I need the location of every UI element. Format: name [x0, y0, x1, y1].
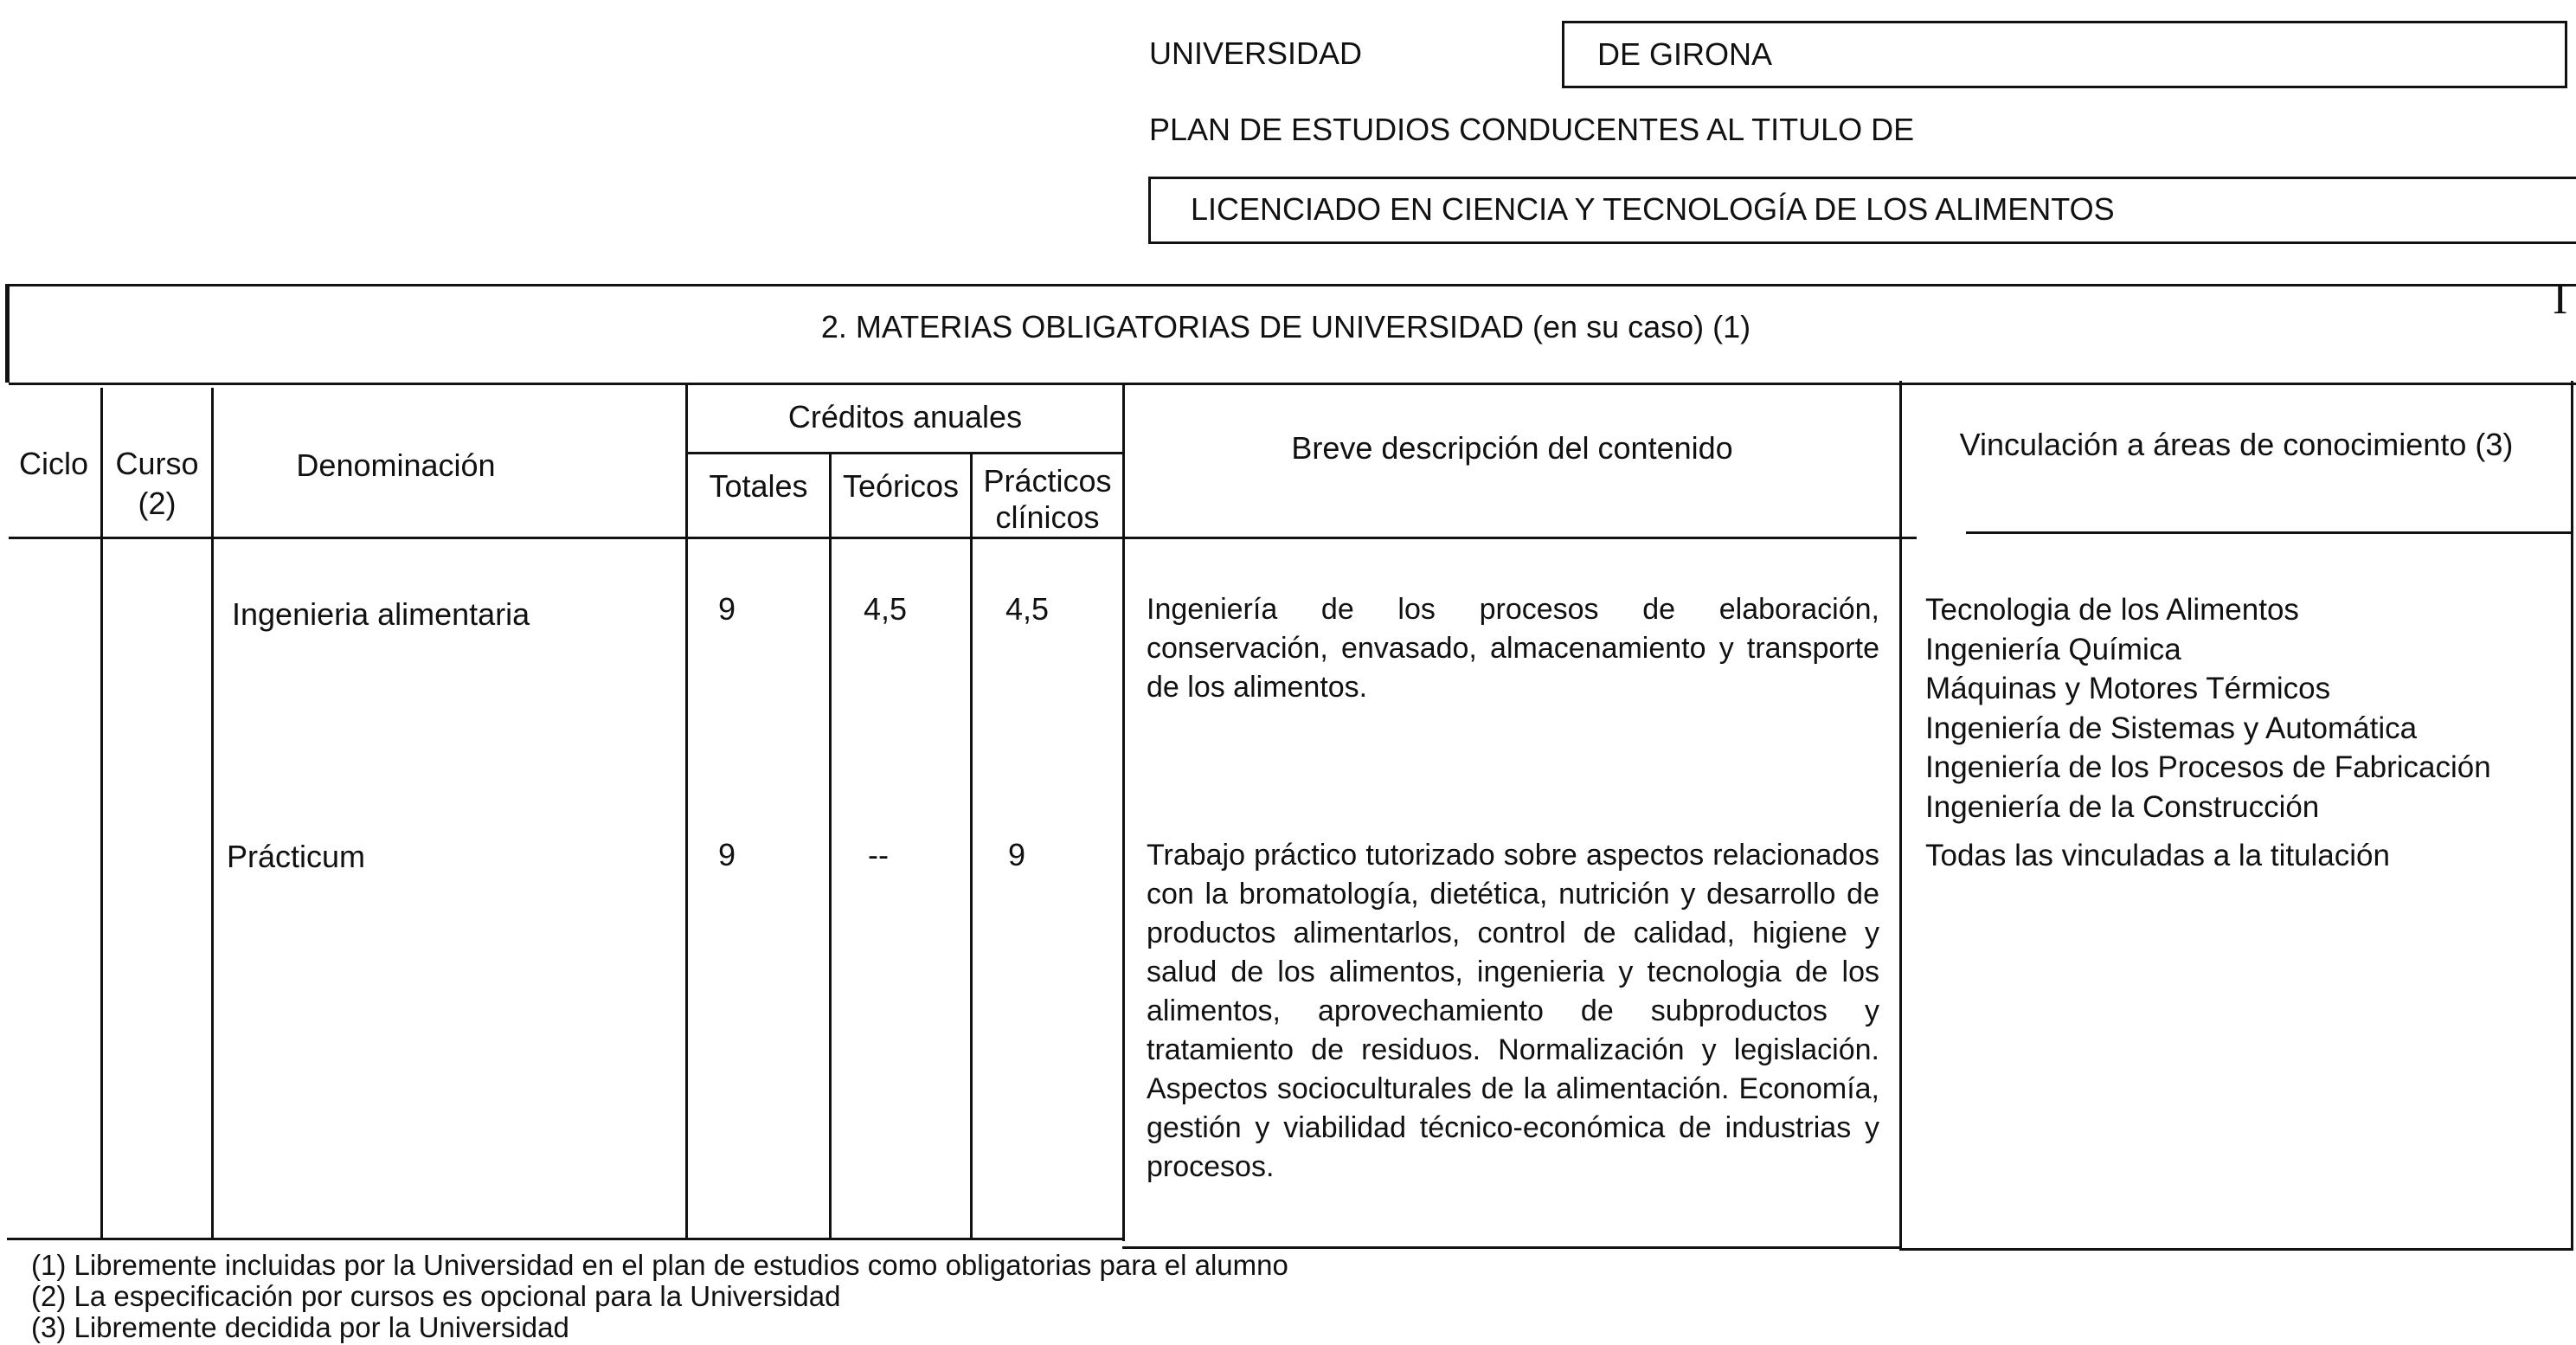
footnote-2: (2) La especificación por cursos es opcional para la Universidad — [31, 1280, 841, 1312]
denominacion-creditos-divider — [685, 384, 688, 1238]
header-bottom-line-right — [1966, 531, 2572, 534]
table-right-edge — [2571, 381, 2573, 1250]
section-band-bottom — [9, 383, 2576, 385]
totales-teoricos-divider — [829, 452, 832, 1238]
table-bottom-line-right — [1899, 1248, 2573, 1251]
row1-area: Ingeniería Química — [1925, 632, 2181, 666]
col-denominacion: Denominación — [296, 447, 496, 483]
row1-totales: 9 — [718, 591, 736, 627]
col-descripcion: Breve descripción del contenido — [1291, 430, 1733, 466]
degree-box — [1148, 177, 2576, 244]
row2-descripcion: Trabajo práctico tutorizado sobre aspectos relacionados con la bromatología, dietética, nutrición y desarrollo de productos alimentarlos, control de calidad, higiene y salud de los alimentos, ingenieria y tecnologia de los alimentos, aprovechamiento de subproductos y tratamiento de residuos. Normalización y legislación. Aspectos socioculturales de la alimentación. Economía, gestión y viabilidad técnico-económica de industrias y procesos. — [1147, 839, 1879, 1183]
curso-denominacion-divider — [211, 388, 214, 1238]
footnotes — [31, 1250, 1288, 1343]
university-name-box — [1562, 21, 2567, 88]
descripcion-vinculacion-divider — [1899, 381, 1902, 1250]
header-bottom-line-left — [9, 537, 1917, 539]
row2-practicos: 9 — [1008, 837, 1026, 872]
row1-area: Tecnologia de los Alimentos — [1925, 593, 2299, 627]
row2-area: Todas las vinculadas a la titulación — [1925, 839, 2390, 872]
col-creditos-anuales: Créditos anuales — [787, 399, 1023, 434]
col-curso-note: (2) — [138, 486, 177, 521]
row1-teoricos: 4,5 — [864, 591, 908, 627]
row1-practicos: 4,5 — [1005, 591, 1050, 627]
row2-teoricos: -- — [868, 837, 889, 872]
col-ciclo: Ciclo — [18, 446, 88, 481]
footnote-1: (1) Libremente incluidas por la Universidad en el plan de estudios como obligatorias para el alumno — [31, 1249, 1288, 1281]
row1-areas — [1925, 590, 2491, 827]
creditos-descripcion-divider — [1122, 384, 1125, 1241]
table-top-border — [5, 284, 2576, 286]
row1-descripcion: Ingeniería de los procesos de elaboración, conservación, envasado, almacenamiento y transporte de los alimentos. — [1147, 593, 1879, 704]
footnote-3: (3) Libremente decidida por la Universidad — [31, 1311, 569, 1343]
degree-title: LICENCIADO EN CIENCIA Y TECNOLOGÍA DE LOS ALIMENTOS — [1191, 191, 2115, 227]
teoricos-practicos-divider — [970, 452, 973, 1238]
row1-denominacion: Ingenieria alimentaria — [232, 596, 530, 632]
section-title: 2. MATERIAS OBLIGATORIAS DE UNIVERSIDAD (en su caso) (1) — [820, 309, 1751, 344]
table-bottom-line-left — [7, 1238, 1125, 1240]
creditos-subheader-line — [685, 452, 1125, 454]
col-practicos-clinicos: clínicos — [995, 499, 1100, 535]
row2-totales: 9 — [718, 837, 736, 872]
row2-denominacion: Prácticum — [227, 839, 366, 874]
plan-title: PLAN DE ESTUDIOS CONDUCENTES AL TITULO DE — [1149, 112, 1915, 147]
col-teoricos: Teóricos — [842, 468, 960, 504]
col-curso: Curso — [115, 446, 199, 481]
col-totales: Totales — [709, 468, 808, 504]
page-mark: I — [2553, 274, 2568, 324]
row1-area: Máquinas y Motores Térmicos — [1925, 672, 2331, 705]
col-vinculacion: Vinculación a áreas de conocimiento (3) — [1959, 427, 2514, 462]
row1-area: Ingeniería de Sistemas y Automática — [1925, 711, 2418, 745]
row1-area: Ingeniería de la Construcción — [1925, 789, 2320, 824]
university-name: DE GIRONA — [1597, 36, 1773, 72]
col-practicos: Prácticos — [983, 463, 1112, 499]
row1-area: Ingeniería de los Procesos de Fabricación — [1925, 750, 2491, 784]
university-label: UNIVERSIDAD — [1149, 35, 1363, 71]
row2-areas — [1925, 836, 2390, 876]
